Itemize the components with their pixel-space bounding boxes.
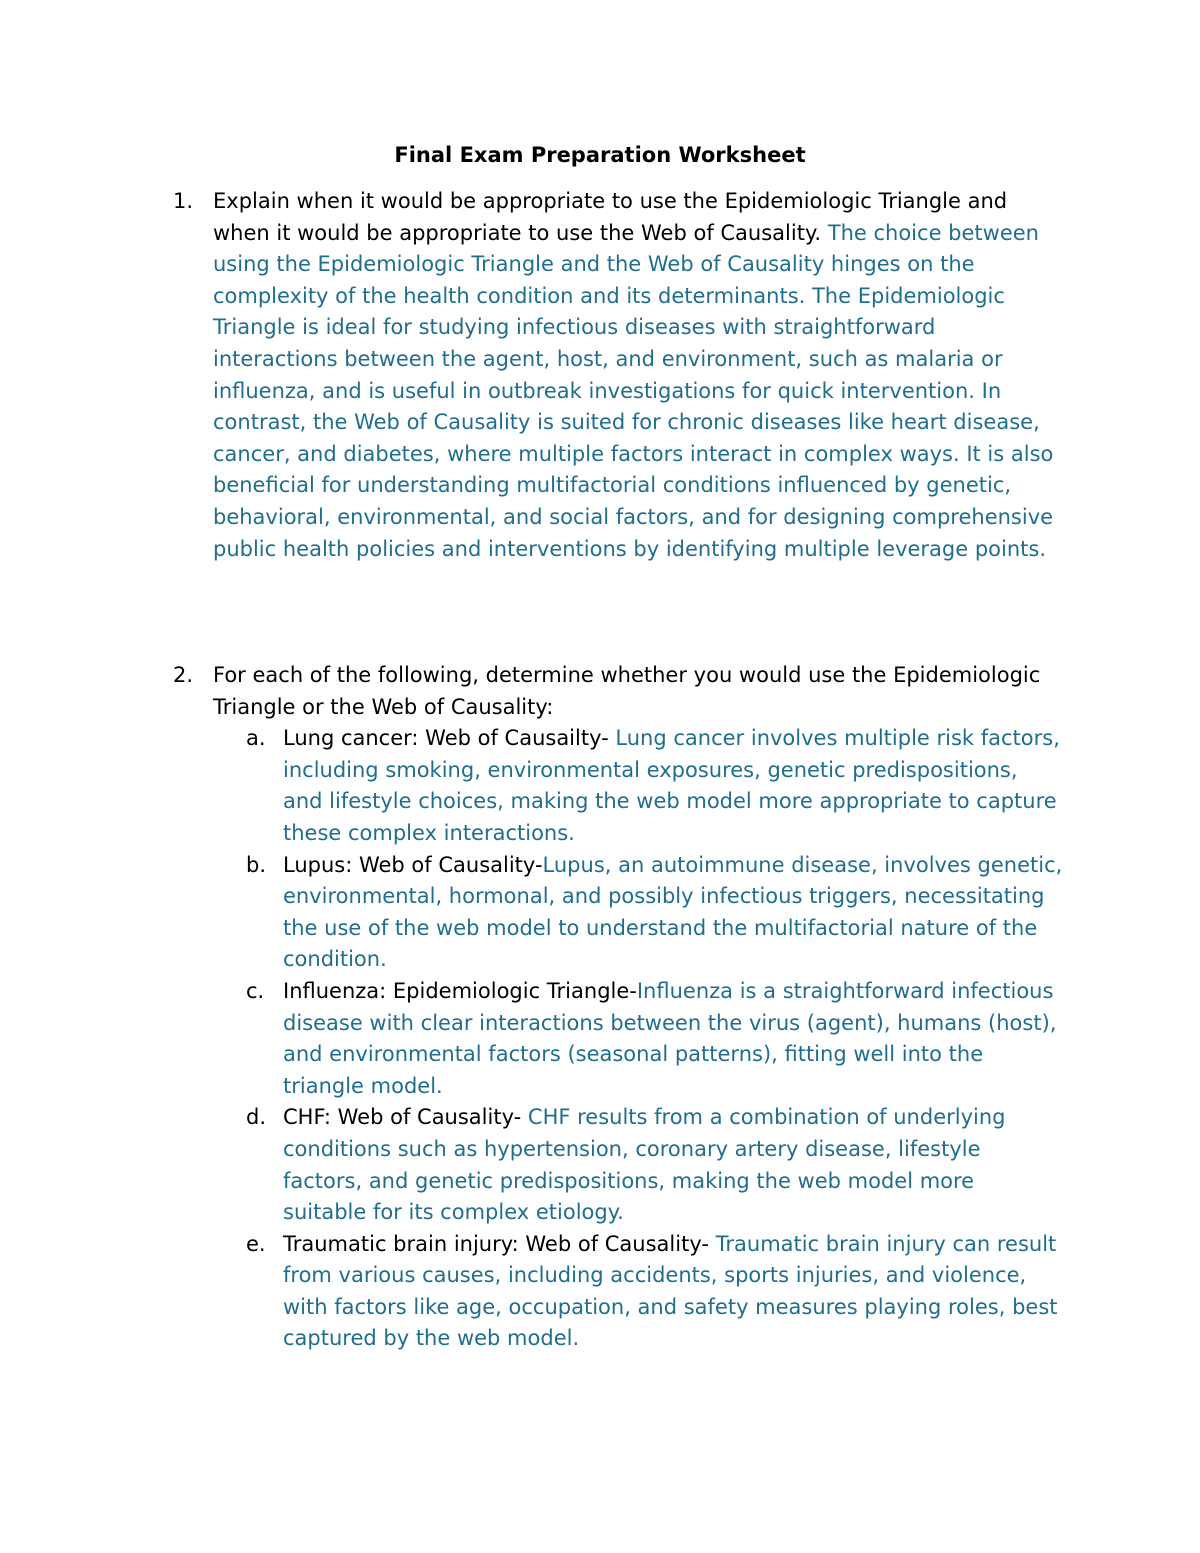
page-title: Final Exam Preparation Worksheet (394, 143, 806, 167)
sub-question-answer: Traumatic brain injury can result from various causes, including accidents, sports injuries, and violence, with factors like age, occupation, and safety measures playing roles, best captured by the web model. (283, 1231, 1058, 1351)
sub-question-d (246, 1102, 1063, 1228)
sub-question-answer: Lupus, an autoimmune disease, involves genetic, environmental, hormonal, and possibly infectious triggers, necessitating the use of the web model to understand the multifactorial nature of the condition. (283, 852, 1063, 972)
sub-question-prompt: Lupus: Web of Causality- (283, 852, 543, 877)
sub-question-prompt: Lung cancer: Web of Causailty- (283, 726, 616, 751)
sub-question-letter: a. (246, 726, 266, 751)
sub-question-prompt: CHF: Web of Causality- (283, 1105, 528, 1130)
sub-question-c (246, 976, 1063, 1102)
sub-question-prompt: Traumatic brain injury: Web of Causality- (283, 1231, 716, 1256)
sub-question-e (246, 1229, 1063, 1355)
question-1 (173, 186, 1063, 565)
question-answer: The choice between using the Epidemiologic Triangle and the Web of Causality hinges on the complexity of the health condition and its determinants. The Epidemiologic Triangle is ideal for studying infectious diseases with straightforward interactions between the agent, host, and environment, such as malaria or influenza, and is useful in outbreak investigations for quick intervention. In contrast, the Web of Causality is suited for chronic diseases like heart disease, cancer, and diabetes, where multiple factors interact in complex ways. It is also beneficial for understanding multifactorial conditions influenced by genetic, behavioral, environmental, and social factors, and for designing comprehensive public health policies and interventions by identifying multiple leverage points. (213, 220, 1054, 561)
question-2 (173, 660, 1063, 1355)
sub-question-letter: c. (246, 978, 265, 1003)
sub-question-list (213, 723, 1063, 1355)
sub-question-letter: d. (246, 1105, 267, 1130)
sub-question-prompt: Influenza: Epidemiologic Triangle- (283, 978, 637, 1003)
question-prompt: Explain when it would be appropriate to use the Epidemiologic Triangle and when it would be appropriate to use the Web of Causality. (213, 189, 1008, 245)
sub-question-answer: CHF results from a combination of underlying conditions such as hypertension, coronary artery disease, lifestyle factors, and genetic predispositions, making the web model more suitable for its complex etiology. (283, 1105, 1006, 1225)
sub-question-letter: b. (246, 852, 267, 877)
question-number: 1. (173, 189, 194, 213)
question-prompt: For each of the following, determine whether you would use the Epidemiologic Triangle or the Web of Causality: (213, 663, 1041, 719)
sub-question-b (246, 850, 1063, 976)
question-number: 2. (173, 663, 194, 687)
sub-question-answer: Influenza is a straightforward infectious disease with clear interactions between the virus (agent), humans (host), and environmental factors (seasonal patterns), fitting well into the triangle model. (283, 978, 1057, 1098)
sub-question-letter: e. (246, 1231, 266, 1256)
sub-question-answer: Lung cancer involves multiple risk factors, including smoking, environmental exposures, genetic predispositions, and lifestyle choices, making the web model more appropriate to capture these complex interactions. (283, 726, 1060, 845)
sub-question-a (246, 723, 1063, 849)
